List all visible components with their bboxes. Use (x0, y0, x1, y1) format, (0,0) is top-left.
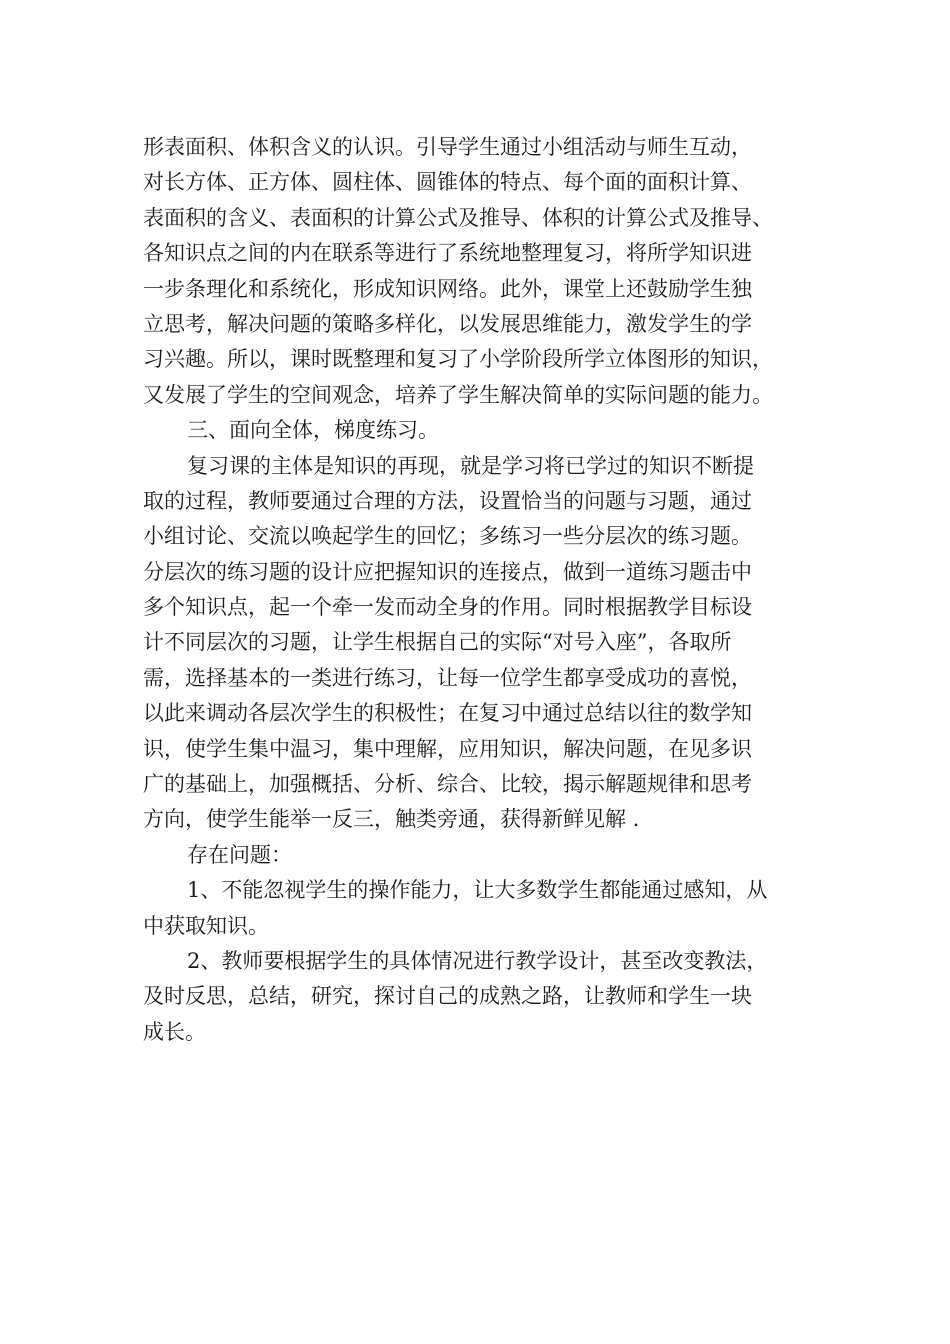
text-line: 广的基础上，加强概括、分析、综合、比较，揭示解题规律和思考 (143, 772, 752, 797)
text-line: 中获取知识。 (143, 913, 269, 938)
text-line: 成长。 (143, 1019, 206, 1044)
text-line: 又发展了学生的空间观念，培养了学生解决简单的实际问题的能力。 (143, 382, 773, 407)
text-line: 习兴趣。所以，课时既整理和复习了小学阶段所学立体图形的知识， (143, 347, 773, 372)
text-line: 识，使学生集中温习，集中理解，应用知识，解决问题，在见多识 (143, 736, 752, 761)
text-line: 表面积的含义、表面积的计算公式及推导、体积的计算公式及推导、 (143, 205, 773, 230)
text-line: 形表面积、体积含义的认识。引导学生通过小组活动与师生互动， (143, 135, 752, 159)
text-line: 取的过程，教师要通过合理的方法，设置恰当的问题与习题，通过 (143, 488, 752, 513)
text-line: 及时反思，总结，研究，探讨自己的成熟之路，让教师和学生一块 (143, 984, 752, 1009)
text-line: 计不同层次的习题，让学生根据自己的实际“对号入座”，各取所 (143, 630, 732, 655)
text-line: 立思考，解决问题的策略多样化，以发展思维能力，激发学生的学 (143, 311, 752, 336)
paragraph-first-line: 复习课的主体是知识的再现，就是学习将已学过的知识不断提 (187, 453, 754, 478)
document-body (143, 130, 813, 1050)
section-heading: 三、面向全体，梯度练习。 (187, 418, 439, 443)
issue-item-1: 1、不能忽视学生的操作能力，让大多数学生都能通过感知，从 (187, 878, 768, 903)
text-line: 多个知识点，起一个牵一发而动全身的作用。同时根据教学目标设 (143, 595, 752, 620)
text-line: 对长方体、正方体、圆柱体、圆锥体的特点、每个面的面积计算、 (143, 170, 752, 195)
text-line: 方向，使学生能举一反三，触类旁通，获得新鲜见解 . (143, 807, 640, 832)
text-line: 小组讨论、交流以唤起学生的回忆；多练习一些分层次的练习题。 (143, 524, 752, 549)
text-line: 分层次的练习题的设计应把握知识的连接点，做到一道练习题击中 (143, 559, 752, 584)
text-line: 一步条理化和系统化，形成知识网络。此外，课堂上还鼓励学生独 (143, 276, 752, 301)
text-line: 以此来调动各层次学生的积极性；在复习中通过总结以往的数学知 (143, 701, 752, 726)
issues-heading: 存在问题： (187, 842, 292, 867)
text-line: 各知识点之间的内在联系等进行了系统地整理复习，将所学知识进 (143, 241, 752, 266)
issue-item-2: 2、教师要根据学生的具体情况进行教学设计，甚至改变教法， (187, 948, 768, 973)
text-line: 需，选择基本的一类进行练习，让每一位学生都享受成功的喜悦， (143, 665, 752, 690)
